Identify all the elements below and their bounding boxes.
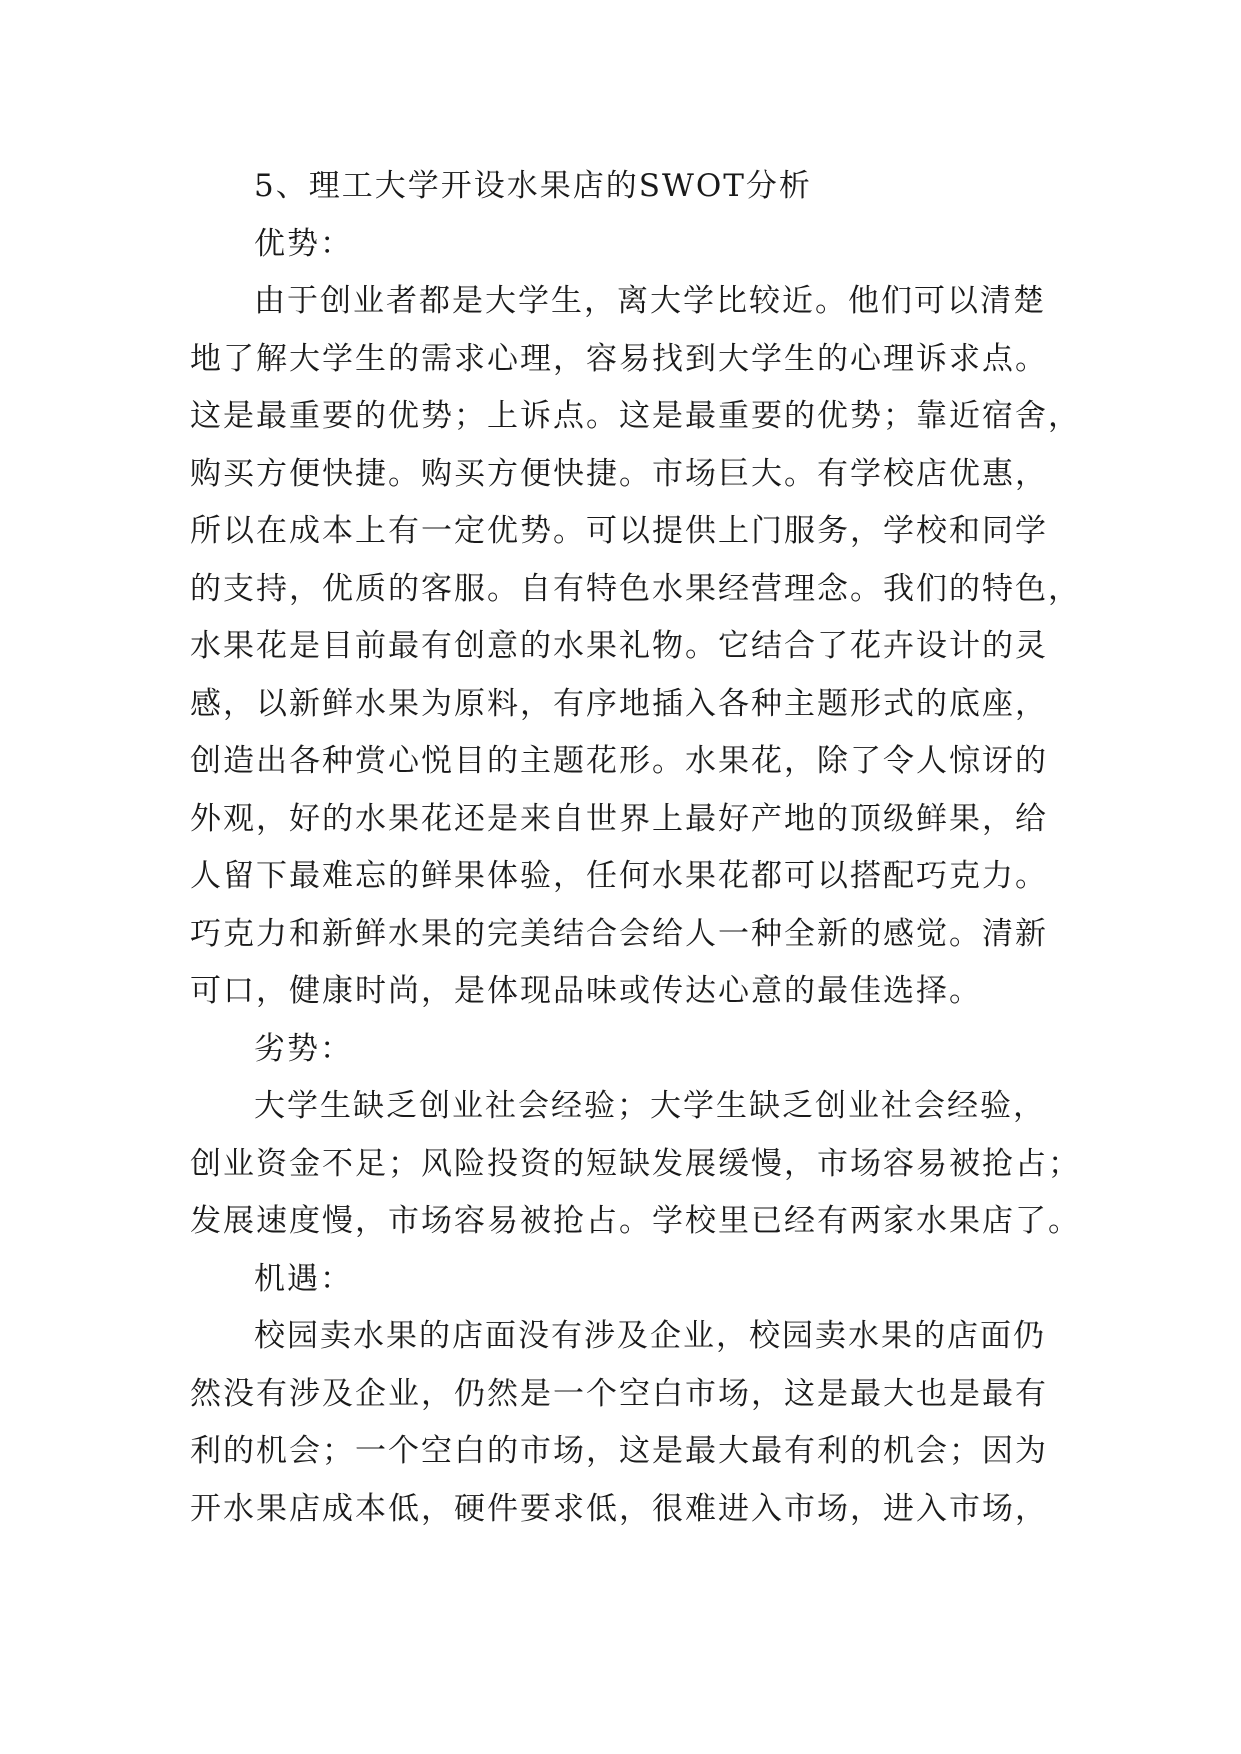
paragraph-line: 创造出各种赏心悦目的主题花形。水果花，除了令人惊讶的 bbox=[190, 743, 1048, 779]
paragraph-line: 外观，好的水果花还是来自世界上最好产地的顶级鲜果，给 bbox=[190, 800, 1048, 837]
paragraph-line: 巧克力和新鲜水果的完美结合会给人一种全新的感觉。清新 bbox=[190, 915, 1048, 952]
section-heading: 5、理工大学开设水果店的SWOT分析 bbox=[254, 168, 812, 204]
paragraph-line: 购买方便快捷。购买方便快捷。市场巨大。有学校店优惠， bbox=[190, 455, 1048, 492]
paragraph-line: 所以在成本上有一定优势。可以提供上门服务，学校和同学 bbox=[190, 513, 1048, 549]
paragraph-line: 校园卖水果的店面没有涉及企业，校园卖水果的店面仍 bbox=[254, 1318, 1046, 1354]
subheading-opportunities: 机遇： bbox=[254, 1260, 353, 1297]
paragraph-line: 大学生缺乏创业社会经验；大学生缺乏创业社会经验， bbox=[254, 1088, 1046, 1124]
paragraph-line: 然没有涉及企业，仍然是一个空白市场，这是最大也是最有 bbox=[190, 1375, 1048, 1412]
paragraph-line: 利的机会；一个空白的市场，这是最大最有利的机会；因为 bbox=[190, 1433, 1048, 1469]
paragraph-line: 发展速度慢，市场容易被抢占。学校里已经有两家水果店了。 bbox=[190, 1203, 1081, 1239]
paragraph-line: 地了解大学生的需求心理，容易找到大学生的心理诉求点。 bbox=[190, 340, 1048, 377]
subheading-weaknesses: 劣势： bbox=[254, 1030, 353, 1067]
paragraph-line: 的支持，优质的客服。自有特色水果经营理念。我们的特色， bbox=[190, 570, 1081, 607]
subheading-strengths: 优势： bbox=[254, 225, 353, 262]
paragraph-line: 创业资金不足；风险投资的短缺发展缓慢，市场容易被抢占； bbox=[190, 1145, 1081, 1182]
document-body bbox=[190, 158, 1081, 1538]
paragraph-line: 由于创业者都是大学生，离大学比较近。他们可以清楚 bbox=[254, 283, 1046, 319]
paragraph-line: 感，以新鲜水果为原料，有序地插入各种主题形式的底座， bbox=[190, 685, 1048, 722]
paragraph-line: 人留下最难忘的鲜果体验，任何水果花都可以搭配巧克力。 bbox=[190, 858, 1048, 894]
paragraph-line: 这是最重要的优势；上诉点。这是最重要的优势；靠近宿舍， bbox=[190, 398, 1081, 434]
paragraph-line: 可口，健康时尚，是体现品味或传达心意的最佳选择。 bbox=[190, 973, 982, 1009]
paragraph-line: 水果花是目前最有创意的水果礼物。它结合了花卉设计的灵 bbox=[190, 628, 1048, 664]
paragraph-line: 开水果店成本低，硬件要求低，很难进入市场，进入市场， bbox=[190, 1490, 1048, 1527]
